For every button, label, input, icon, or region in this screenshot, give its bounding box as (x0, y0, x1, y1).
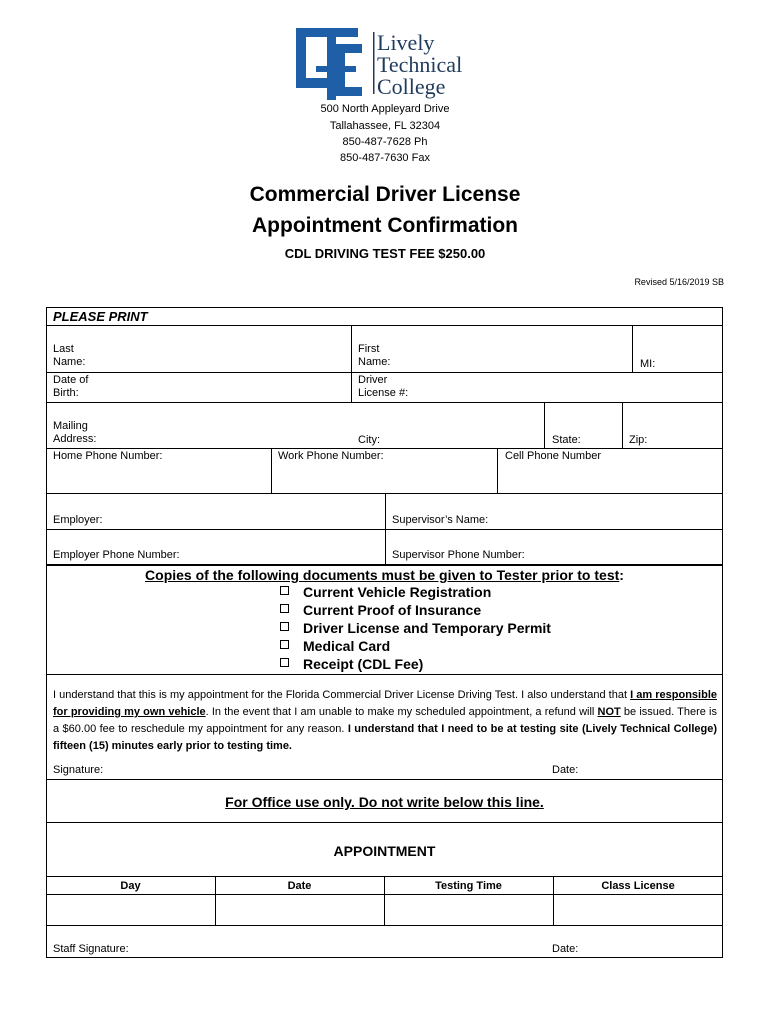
work-phone-field[interactable]: Work Phone Number: (278, 450, 384, 462)
class-license-cell[interactable] (554, 895, 722, 924)
day-cell[interactable] (47, 895, 214, 924)
divider (632, 325, 633, 372)
document-label: Current Proof of Insurance (303, 602, 482, 618)
divider (46, 448, 723, 449)
divider (46, 925, 723, 926)
address-city: Tallahassee, FL 32304 (329, 120, 441, 132)
address-fax: 850-487-7630 Fax (340, 152, 430, 164)
home-phone-field[interactable]: Home Phone Number: (53, 450, 163, 462)
dob-field[interactable] (53, 374, 88, 400)
divider (544, 402, 545, 448)
documents-heading-colon: : (619, 567, 624, 583)
page-title-line2: Appointment Confirmation (252, 214, 518, 237)
supervisor-phone-field[interactable]: Supervisor Phone Number: (392, 549, 525, 561)
document-item[interactable] (280, 620, 551, 636)
college-name-line1: Lively (377, 30, 435, 55)
mailing-address-field[interactable] (53, 420, 96, 446)
column-header-day: Day (120, 880, 141, 892)
divider (46, 779, 723, 780)
license-label-1: Driver (358, 374, 388, 386)
divider (46, 372, 723, 373)
supervisor-name-field[interactable]: Supervisor’s Name: (392, 514, 489, 526)
mi-field[interactable]: MI: (640, 358, 656, 370)
statement-emphasis: I am responsible for providing my own vehicle (53, 689, 717, 718)
statement-emphasis: I understand that I need to be at testing site (Lively Technical College) fifteen (15) minutes early prior to testing time. (53, 723, 717, 752)
documents-heading-text: Copies of the following documents must be given to Tester prior to test (145, 567, 620, 583)
testing-time-cell[interactable] (385, 895, 552, 924)
date-cell[interactable] (216, 895, 383, 924)
state-field[interactable]: State: (552, 434, 581, 446)
dob-label-1: Date of (53, 374, 89, 386)
divider (497, 448, 498, 493)
checkbox-icon (280, 622, 289, 631)
dob-label-2: Birth: (53, 387, 79, 399)
statement-text: I understand that this is my appointment for the Florida Commercial Driver License Driving Test. I also understand that (53, 689, 631, 701)
page-title-line1: Commercial Driver License (249, 183, 521, 206)
office-use-heading: For Office use only. Do not write below this line. (225, 794, 544, 810)
statement-paragraph (53, 687, 717, 755)
column-header-date: Date (287, 880, 312, 892)
divider (271, 448, 272, 493)
column-header-testing-time: Testing Time (435, 880, 502, 892)
college-name-line3: College (377, 74, 446, 99)
first-name-label-1: First (358, 343, 380, 355)
employer-field[interactable]: Employer: (53, 514, 103, 526)
document-item[interactable] (280, 656, 423, 672)
license-field[interactable] (358, 374, 408, 400)
document-item[interactable] (280, 602, 481, 618)
staff-date-field[interactable]: Date: (552, 943, 579, 955)
checkbox-icon (280, 658, 289, 667)
mailing-label-1: Mailing (53, 420, 88, 432)
address-street: 500 North Appleyard Drive (320, 103, 450, 115)
checkbox-icon (280, 586, 289, 595)
employer-phone-field[interactable]: Employer Phone Number: (53, 549, 180, 561)
document-label: Current Vehicle Registration (303, 584, 492, 600)
documents-heading (46, 567, 723, 583)
statement-emphasis: NOT (597, 706, 621, 718)
statement-text: . In the event that I am unable to make my scheduled appointment, a refund will (205, 706, 598, 718)
city-field[interactable]: City: (358, 434, 380, 446)
column-header-class-license: Class License (601, 880, 675, 892)
revised-note: Revised 5/16/2019 SB (634, 277, 724, 287)
checkbox-icon (280, 604, 289, 613)
divider (622, 402, 623, 448)
mailing-label-2: Address: (53, 433, 97, 445)
last-name-label-2: Name: (53, 356, 86, 368)
last-name-field[interactable] (53, 343, 85, 369)
last-name-label-1: Last (53, 343, 74, 355)
document-label: Receipt (CDL Fee) (303, 656, 424, 672)
statement-text: be issued. There is a $60.00 fee to reschedule my appointment for any reason. (53, 706, 717, 735)
document-label: Medical Card (303, 638, 391, 654)
first-name-label-2: Name: (358, 356, 391, 368)
staff-signature-field[interactable]: Staff Signature: (53, 943, 129, 955)
license-label-2: License #: (358, 387, 409, 399)
address-phone: 850-487-7628 Ph (342, 136, 428, 148)
cell-phone-field[interactable]: Cell Phone Number (505, 450, 601, 462)
divider (46, 564, 723, 566)
document-item[interactable] (280, 584, 491, 600)
checkbox-icon (280, 640, 289, 649)
divider (46, 674, 723, 675)
divider (351, 325, 352, 402)
divider (46, 822, 723, 823)
divider (385, 493, 386, 564)
college-name-line2: Technical (377, 52, 463, 77)
first-name-field[interactable] (358, 343, 390, 369)
signature-field[interactable]: Signature: (53, 764, 104, 776)
divider (46, 325, 723, 326)
fee-heading: CDL DRIVING TEST FEE $250.00 (284, 246, 486, 261)
appointment-heading: APPOINTMENT (333, 843, 436, 859)
document-label: Driver License and Temporary Permit (303, 620, 551, 636)
document-item[interactable] (280, 638, 390, 654)
zip-field[interactable]: Zip: (629, 434, 648, 446)
signature-date-field[interactable]: Date: (552, 764, 579, 776)
please-print-label: PLEASE PRINT (53, 309, 148, 324)
